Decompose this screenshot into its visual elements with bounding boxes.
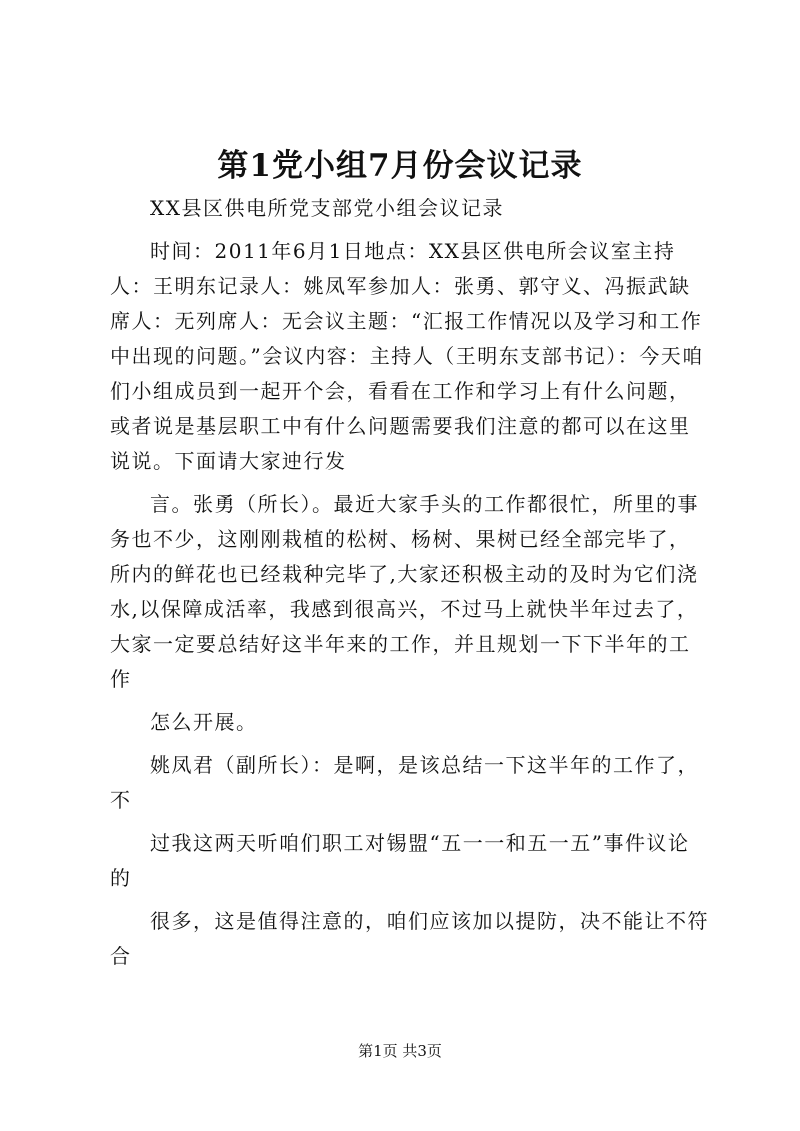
document-title: 第1党小组7月份会议记录 [217, 148, 583, 184]
paragraph: 时间：2011年6月1日地点：XX县区供电所会议室主持人：王明东记录人：姚凤军参加人：张勇、郭守义、冯振武缺席人：无列席人：无会议主题：“汇报工作情况以及学习和工作中出现的问题。”会议内容：主持人（王明东支部书记）：今天咱们小组成员到一起开个会，看看在工作和学习上有什么问题，或者说是基层职工中有什么问题需要我们注意的都可以在这里说说。下面请大家迚行发 [110, 239, 704, 473]
paragraph: 很多，这是值得注意的，咱们应该加以提防，决不能让不符合 [110, 909, 709, 968]
paragraph: 姚凤君（副所长）：是啊，是该总结一下这半年的工作了，不 [110, 753, 699, 812]
document-body [110, 191, 710, 974]
paragraph: 怎么开展。 [150, 710, 258, 734]
page-footer: 第1页 共3页 [358, 1042, 442, 1060]
paragraph: 言。张勇（所长）。最近大家手头的工作都很忙，所里的事务也不少，这刚刚栽植的松树、杨树、果树已经全部完毕了，所内的鲜花也已经栽种完毕了,大家还积极主动的及时为它们浇水,以保障成活率，我感到很高兴，不过马上就快半年过去了，大家一定要总结好这半年来的工作，并且规划一下下半年的工作 [110, 492, 699, 691]
paragraph: XX县区供电所党支部党小组会议记录 [150, 196, 504, 220]
paragraph: 过我这两天听咱们职工对锡盟“五一一和五一五”事件议论的 [110, 831, 690, 890]
